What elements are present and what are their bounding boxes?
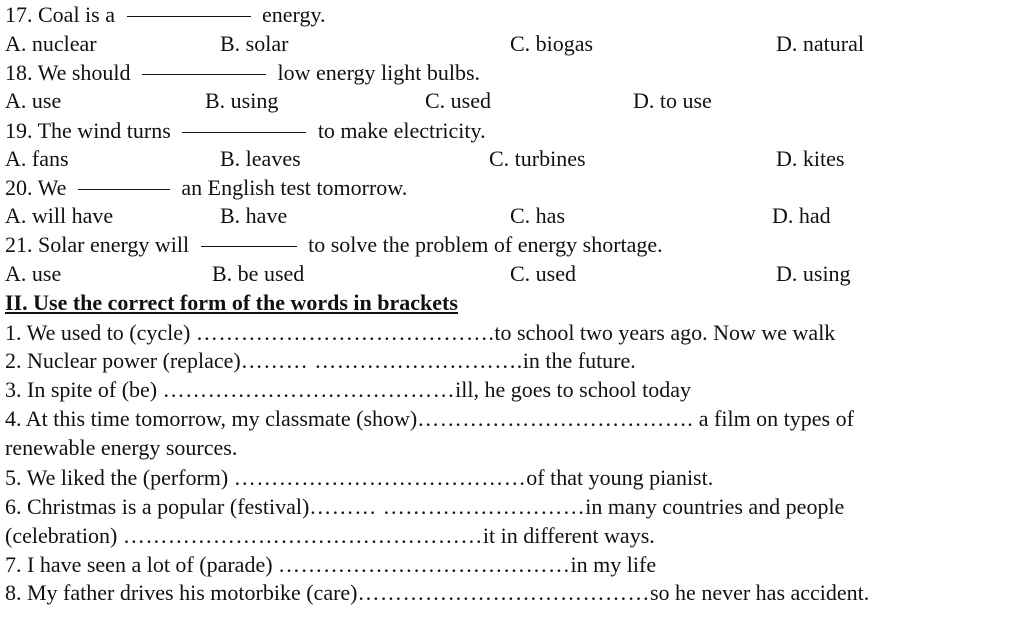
answer-dots[interactable]: ……… ……………………… xyxy=(309,494,586,519)
item-text-end: a film on types of xyxy=(693,406,854,431)
answer-dots[interactable]: ………………………………… xyxy=(162,377,456,402)
q17-option-d[interactable]: D. natural xyxy=(776,31,864,56)
question-21 xyxy=(5,232,663,258)
q17-option-b[interactable]: B. solar xyxy=(220,31,289,56)
answer-dots[interactable]: ………………………………………… xyxy=(122,523,483,548)
q21-option-c[interactable]: C. used xyxy=(510,261,576,286)
q19-option-c[interactable]: C. turbines xyxy=(489,146,586,171)
item-text-end: so he never has accident. xyxy=(650,580,870,605)
section-heading: II. Use the correct form of the words in brackets xyxy=(5,290,458,315)
question-19 xyxy=(5,118,486,144)
question-18 xyxy=(5,60,480,86)
q20-option-b[interactable]: B. have xyxy=(220,203,288,228)
q21-option-b[interactable]: B. be used xyxy=(212,261,305,286)
word-form-item-3 xyxy=(5,377,691,403)
item-text: 3. In spite of (be) xyxy=(5,377,163,402)
q18-option-a[interactable]: A. use xyxy=(5,88,62,113)
answer-blank[interactable] xyxy=(182,131,306,133)
question-stem-end: to make electricity. xyxy=(317,118,486,143)
item-text-end: ill, he goes to school today xyxy=(455,377,691,402)
question-stem-end: an English test tomorrow. xyxy=(181,175,408,200)
answer-dots[interactable]: ………………………………. xyxy=(417,406,694,431)
question-stem: 18. We should xyxy=(5,60,131,85)
q20-option-a[interactable]: A. will have xyxy=(5,203,114,228)
q20-option-c[interactable]: C. has xyxy=(510,203,565,228)
question-stem: 20. We xyxy=(5,175,67,200)
q19-option-d[interactable]: D. kites xyxy=(776,146,845,171)
question-stem-end: low energy light bulbs. xyxy=(277,60,481,85)
item-text: (celebration) xyxy=(5,523,123,548)
q21-option-a[interactable]: A. use xyxy=(5,261,62,286)
item-text-end: it in different ways. xyxy=(482,523,655,548)
question-stem: 21. Solar energy will xyxy=(5,232,190,257)
answer-dots[interactable]: …………………………………. xyxy=(195,320,495,345)
word-form-item-4-continuation: renewable energy sources. xyxy=(5,435,238,460)
q21-option-d[interactable]: D. using xyxy=(776,261,851,286)
q17-option-a[interactable]: A. nuclear xyxy=(5,31,97,56)
item-text-end: in my life xyxy=(570,552,657,577)
question-20 xyxy=(5,175,407,201)
question-stem-end: to solve the problem of energy shortage. xyxy=(308,232,663,257)
answer-blank[interactable] xyxy=(78,188,170,190)
word-form-item-4 xyxy=(5,406,854,432)
word-form-item-7 xyxy=(5,552,656,578)
item-text-end: in many countries and people xyxy=(585,494,845,519)
answer-blank[interactable] xyxy=(142,73,266,75)
item-text: 5. We liked the (perform) xyxy=(5,465,234,490)
answer-dots[interactable]: ………………………………… xyxy=(233,465,527,490)
answer-blank[interactable] xyxy=(127,15,251,17)
question-stem-end: energy. xyxy=(262,2,326,27)
word-form-item-2 xyxy=(5,348,636,374)
question-17 xyxy=(5,2,326,28)
item-text: 6. Christmas is a popular (festival) xyxy=(5,494,310,519)
item-text: 1. We used to (cycle) xyxy=(5,320,196,345)
word-form-item-8 xyxy=(5,580,869,606)
answer-dots[interactable]: ………………………………… xyxy=(357,580,650,605)
q20-option-d[interactable]: D. had xyxy=(772,203,831,228)
answer-dots[interactable]: ………………………………… xyxy=(278,552,571,577)
question-stem: 19. The wind turns xyxy=(5,118,171,143)
answer-dots[interactable]: ……… ………………………. xyxy=(240,348,523,373)
q19-option-b[interactable]: B. leaves xyxy=(220,146,301,171)
answer-blank[interactable] xyxy=(201,245,297,247)
item-text-end: to school two years ago. Now we walk xyxy=(494,320,836,345)
word-form-item-1 xyxy=(5,320,835,346)
item-text: 8. My father drives his motorbike (care) xyxy=(5,580,358,605)
item-text-end: of that young pianist. xyxy=(526,465,714,490)
q18-option-c[interactable]: C. used xyxy=(425,88,491,113)
item-text-end: in the future. xyxy=(522,348,636,373)
question-stem: 17. Coal is a xyxy=(5,2,115,27)
item-text: 2. Nuclear power (replace) xyxy=(5,348,241,373)
item-text: 7. I have seen a lot of (parade) xyxy=(5,552,279,577)
q19-option-a[interactable]: A. fans xyxy=(5,146,69,171)
q18-option-b[interactable]: B. using xyxy=(205,88,279,113)
q18-option-d[interactable]: D. to use xyxy=(633,88,712,113)
word-form-item-5 xyxy=(5,465,713,491)
item-text: 4. At this time tomorrow, my classmate (show) xyxy=(5,406,418,431)
q17-option-c[interactable]: C. biogas xyxy=(510,31,594,56)
word-form-item-6 xyxy=(5,494,844,520)
word-form-item-6-continuation xyxy=(5,523,655,549)
